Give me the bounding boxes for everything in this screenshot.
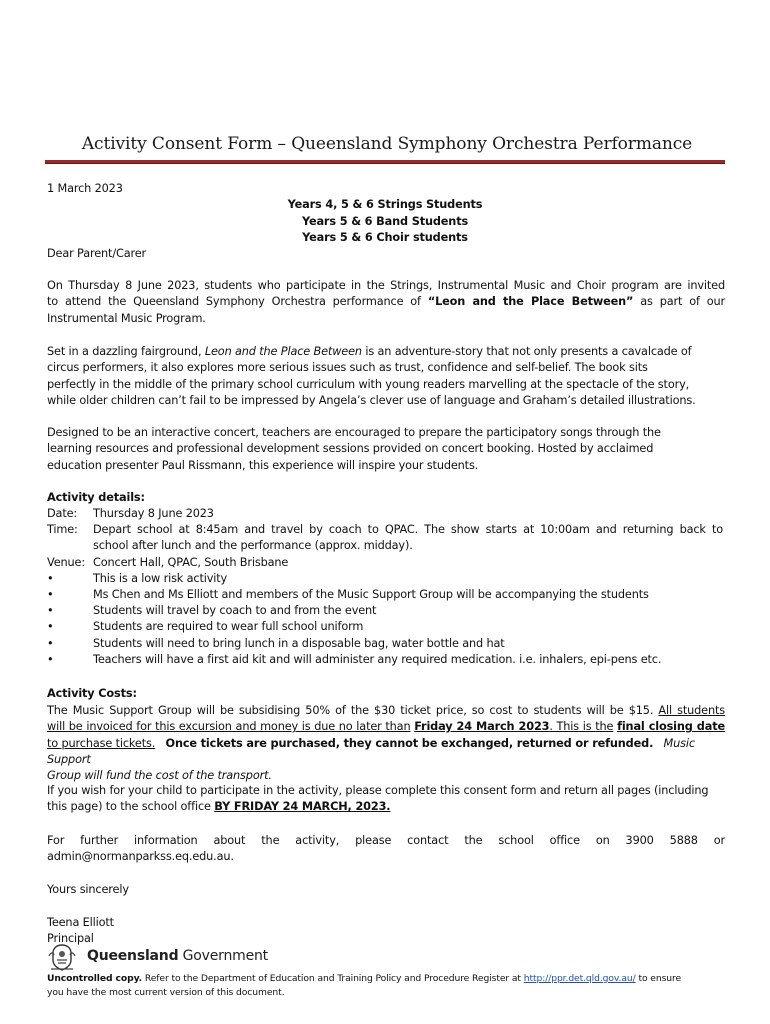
intro-paragraph — [47, 278, 725, 327]
text-line: If you wish for your child to participate in the activity, please complete this consent form and return all pages (including — [47, 784, 709, 797]
detail-label: Venue: — [47, 556, 85, 569]
audience-list — [250, 197, 520, 247]
text-line: Group will fund the cost of the transport. — [47, 769, 272, 783]
letter-date: 1 March 2023 — [47, 182, 123, 195]
performance-name: “Leon and the Place Between” — [427, 295, 634, 309]
list-item-text: Students will travel by coach to and from the event — [93, 604, 377, 617]
detail-value — [93, 522, 723, 555]
list-item-text: This is a low risk activity — [93, 572, 228, 585]
bullet-icon: • — [47, 653, 54, 666]
text-line — [47, 294, 725, 310]
concert-paragraph — [47, 425, 725, 474]
contact-paragraph — [47, 833, 725, 866]
text-span: Music Support — [47, 736, 695, 766]
audience-line: Years 4, 5 & 6 Strings Students — [287, 198, 483, 211]
detail-date-row — [47, 506, 727, 522]
text-span: to ensure — [638, 973, 682, 984]
refund-policy: Once tickets are purchased, they cannot be exchanged, returned or refunded. — [165, 736, 654, 750]
bullet-icon: • — [47, 588, 54, 601]
list-item — [47, 636, 727, 652]
bullet-icon: • — [47, 604, 54, 617]
text-line — [47, 736, 725, 769]
logo-wordmark — [87, 948, 268, 964]
details-heading: Activity details: — [47, 491, 145, 504]
detail-value: Concert Hall, QPAC, South Brisbane — [93, 556, 289, 569]
text-span: to attend the Queensland Symphony Orchestra performance of — [47, 295, 421, 309]
closing: Yours sincerely — [47, 883, 129, 896]
list-item — [47, 571, 727, 587]
footer-note — [47, 972, 737, 1000]
consent-paragraph — [47, 783, 725, 816]
book-title: Leon and the Place Between — [204, 345, 362, 358]
list-item — [47, 603, 727, 619]
bullet-icon: • — [47, 572, 54, 585]
detail-time-row — [47, 522, 727, 555]
text-line: Instrumental Music Program. — [47, 311, 206, 325]
text-line — [47, 344, 725, 360]
text-span: is an adventure-story that not only presents a cavalcade of — [365, 345, 692, 358]
text-span: this page) to the school office — [47, 800, 211, 814]
logo-word: Government — [178, 948, 268, 964]
page-title: Activity Consent Form – Queensland Symphony Orchestra Performance — [81, 134, 693, 154]
description-paragraph — [47, 344, 725, 409]
list-item — [47, 619, 727, 635]
policy-register-link[interactable]: http://ppr.det.qld.gov.au/ — [523, 973, 636, 984]
text-line — [47, 703, 725, 719]
text-span: will be invoiced for this excursion and money is due no later than — [47, 720, 411, 734]
text-line: learning resources and professional development sessions provided on concert booking. Hosted by acclaimed — [47, 442, 654, 456]
text-span: Refer to the Department of Education and Training Policy and Procedure Register at — [144, 973, 521, 984]
text-line: On Thursday 8 June 2023, students who participate in the Strings, Instrumental Music and Choir program are invited — [47, 279, 725, 292]
text-line: education presenter Paul Rissmann, this experience will inspire your students. — [47, 458, 479, 472]
detail-label: Time: — [47, 523, 78, 536]
text-line — [47, 719, 725, 735]
text-line — [47, 972, 737, 986]
contact-email: admin@normanparkss.eq.edu.au. — [47, 850, 234, 864]
text-line: you have the most current version of this document. — [47, 987, 285, 998]
signer-name: Teena Elliott — [47, 916, 114, 929]
text-line: Designed to be an interactive concert, teachers are encouraged to prepare the participatory songs through the — [47, 426, 661, 439]
due-date: Friday 24 March 2023 — [414, 720, 550, 734]
salutation: Dear Parent/Carer — [47, 247, 147, 260]
text-line: school after lunch and the performance (approx. midday). — [93, 539, 413, 553]
detail-value: Thursday 8 June 2023 — [93, 507, 214, 520]
signer-role: Principal — [47, 932, 94, 945]
footer-label: Uncontrolled copy. — [47, 973, 143, 984]
closing-date-note: final closing date — [617, 720, 725, 734]
list-item — [47, 652, 727, 668]
logo-word-bold: Queensland — [87, 948, 179, 964]
text-span: All students — [658, 704, 725, 717]
queensland-crest-icon — [47, 942, 77, 972]
bullet-icon: • — [47, 637, 54, 650]
text-line — [47, 799, 725, 815]
list-item-text: Students will need to bring lunch in a disposable bag, water bottle and hat — [93, 637, 505, 650]
text-span: as part of our — [640, 295, 725, 309]
text-line: For further information about the activity, please contact the school office on 3900 5888 or — [47, 834, 725, 847]
list-item-text: Teachers will have a first aid kit and will administer any required medication. i.e. inhalers, epi-pens etc. — [93, 653, 662, 666]
title-divider — [45, 160, 725, 164]
text-line: circus performers, it also explores more serious issues such as trust, confidence and self-belief. The book sits — [47, 361, 648, 375]
text-span: . This is the — [549, 720, 614, 734]
audience-line: Years 5 & 6 Band Students — [301, 214, 469, 228]
text-span: Set in a dazzling fairground, — [47, 345, 202, 358]
text-line: Depart school at 8:45am and travel by coach to QPAC. The show starts at 10:00am and returning back to — [93, 523, 723, 536]
bullet-icon: • — [47, 620, 54, 633]
detail-venue-row — [47, 555, 727, 571]
list-item-text: Students are required to wear full school uniform — [93, 620, 364, 633]
list-item-text: Ms Chen and Ms Elliott and members of the Music Support Group will be accompanying the students — [93, 588, 649, 601]
text-span: The Music Support Group will be subsidising 50% of the $30 ticket price, so cost to students will be $15. — [47, 704, 654, 717]
text-span: to purchase tickets. — [47, 736, 156, 750]
text-line: perfectly in the middle of the primary school curriculum with young readers marvelling at the spectacle of the story, — [47, 377, 690, 391]
text-line: while older children can’t fail to be impressed by Angela’s clever use of language and Graham’s detailed illustrations. — [47, 393, 696, 407]
queensland-government-logo — [47, 942, 267, 972]
audience-line: Years 5 & 6 Choir students — [302, 231, 468, 245]
costs-heading: Activity Costs: — [47, 687, 137, 700]
detail-label: Date: — [47, 507, 78, 520]
costs-paragraph — [47, 703, 725, 784]
return-deadline: BY FRIDAY 24 MARCH, 2023. — [214, 800, 391, 814]
list-item — [47, 587, 727, 603]
